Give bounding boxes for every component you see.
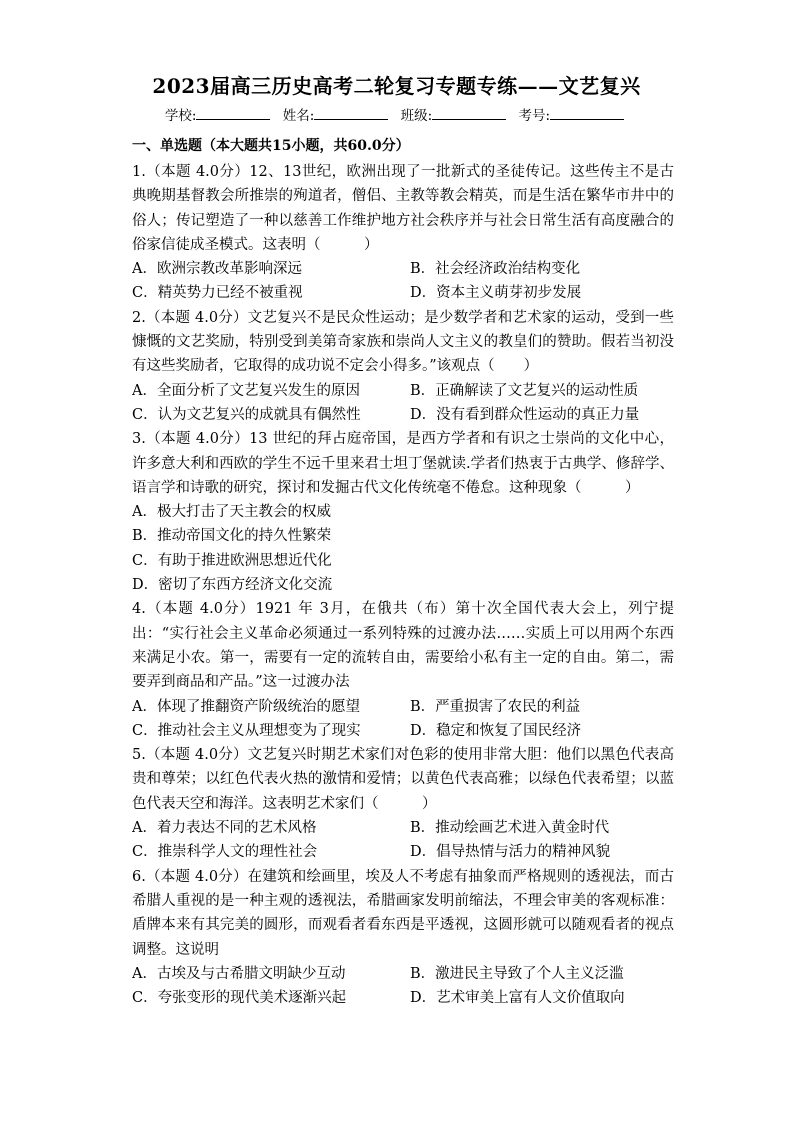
option-c[interactable]: C．认为文艺复兴的成就具有偶然性 [132,406,361,423]
option-c[interactable]: C．精英势力已经不被重视 [132,285,303,302]
option-a[interactable]: A．极大打击了天主教会的权威 [132,504,331,521]
question-2 [132,306,674,427]
question-options [132,500,674,597]
option-b[interactable]: B．正确解读了文艺复兴的运动性质 [410,382,639,399]
name-field [283,104,393,124]
school-blank[interactable] [196,107,270,120]
exam-number-label: 考号: [518,108,551,124]
name-label: 姓名: [282,108,315,124]
option-a[interactable]: A．体现了推翻资产阶级统治的愿望 [132,698,360,715]
option-d[interactable]: D．倡导热情与活力的精神风貌 [410,844,611,861]
option-d[interactable]: D．稳定和恢复了国民经济 [410,722,582,739]
question-options [132,257,674,306]
exam-number-field [519,104,629,124]
section-heading: 一、单选题（本大题共15小题，共60.0分） [132,138,410,154]
option-d[interactable]: D．没有看到群众性运动的真正力量 [410,406,640,423]
question-stem: 4.（本题 4.0分）1921 年 3月，在俄共（布）第十次全国代表大会上，列宁提出：“实行社会主义革命必须通过一系列特殊的过渡办法……实质上可以用两个东西来满足小农。第一，需要有一定的流转自由，需要给小私有主一定的自由。第二，需要弄到商品和产品。”这一过渡办法 [132,601,674,691]
class-label: 班级: [400,108,433,124]
option-b[interactable]: B．推动绘画艺术进入黄金时代 [410,820,610,837]
option-b[interactable]: B．激进民主导致了个人主义泛滥 [410,965,624,982]
option-a[interactable]: A．着力表达不同的艺术风格 [132,820,317,837]
question-stem: 3.（本题 4.0分）13 世纪的拜占庭帝国，是西方学者和有识之士崇尚的文化中心，许多意大利和西欧的学生不远千里来君士坦丁堡就读.学者们热衷于古典学、修辞学、语言学和诗歌的研究，探讨和发掘古代文化传统毫不倦怠。这种现象（ ） [132,431,674,496]
school-label: 学校: [164,108,197,124]
question-5 [132,743,674,864]
school-field [165,104,275,124]
question-6 [132,865,674,1011]
option-a[interactable]: A．古埃及与古希腊文明缺少互动 [132,965,346,982]
question-4 [132,597,674,743]
option-c[interactable]: C．有助于推进欧洲思想近代化 [132,552,332,569]
option-c[interactable]: C．推动社会主义从理想变为了现实 [132,722,361,739]
option-a[interactable]: A．全面分析了文艺复兴发生的原因 [132,382,360,399]
option-b[interactable]: B．严重损害了农民的利益 [410,698,581,715]
question-stem: 5.（本题 4.0分）文艺复兴时期艺术家们对色彩的使用非常大胆：他们以黑色代表高贵和尊荣；以红色代表火热的激情和爱情；以黄色代表高雅；以绿色代表希望；以蓝色代表天空和海洋。这表明艺术家们（ ） [132,747,674,812]
name-blank[interactable] [314,107,388,120]
question-options [132,816,674,865]
question-list [132,160,674,1010]
question-1 [132,160,674,306]
exam-number-blank[interactable] [550,107,624,120]
option-d[interactable]: D．密切了东西方经济文化交流 [132,577,333,594]
question-3 [132,427,674,597]
question-options [132,962,674,1011]
page-title: 2023届高三历史高考二轮复习专题专练——文艺复兴 [152,74,641,98]
question-stem: 2.（本题 4.0分）文艺复兴不是民众性运动；是少数学者和艺术家的运动，受到一些慷慨的文艺奖励，特别受到美第奇家族和崇尚人文主义的教皇们的赞助。假若当初没有这些奖励者，它取得的成功说不定会小得多。”该观点（ ） [132,309,674,375]
question-options [132,379,674,428]
option-b[interactable]: B．社会经济政治结构变化 [410,261,581,278]
student-info-line [0,104,793,124]
option-a[interactable]: A．欧洲宗教改革影响深远 [132,261,302,278]
option-d[interactable]: D．资本主义萌芽初步发展 [410,285,582,302]
option-d[interactable]: D．艺术审美上富有人文价值取向 [410,990,625,1007]
question-options [132,695,674,744]
class-field [401,104,511,124]
option-b[interactable]: B．推动帝国文化的持久性繁荣 [132,528,332,545]
question-stem: 1.（本题 4.0分）12、13世纪，欧洲出现了一批新式的圣徒传记。这些传主不是古典晚期基督教会所推崇的殉道者，僧侣、主教等教会精英，而是生活在繁华市井中的俗人；传记塑造了一种以慈善工作维护地方社会秩序并与社会日常生活有高度融合的俗家信徒成圣模式。这表明（ ） [132,164,674,253]
question-stem: 6.（本题 4.0分）在建筑和绘画里，埃及人不考虑有抽象而严格规则的透视法，而古希腊人重视的是一种主观的透视法，希腊画家发明前缩法，不理会审美的客观标准：盾牌本来有其完美的圆形，而观看者看东西是平透视，这圆形就可以随观看者的视点调整。这说明 [132,868,674,958]
option-c[interactable]: C．推崇科学人文的理性社会 [132,844,318,861]
option-c[interactable]: C．夸张变形的现代美术逐渐兴起 [132,990,347,1007]
class-blank[interactable] [432,107,506,120]
